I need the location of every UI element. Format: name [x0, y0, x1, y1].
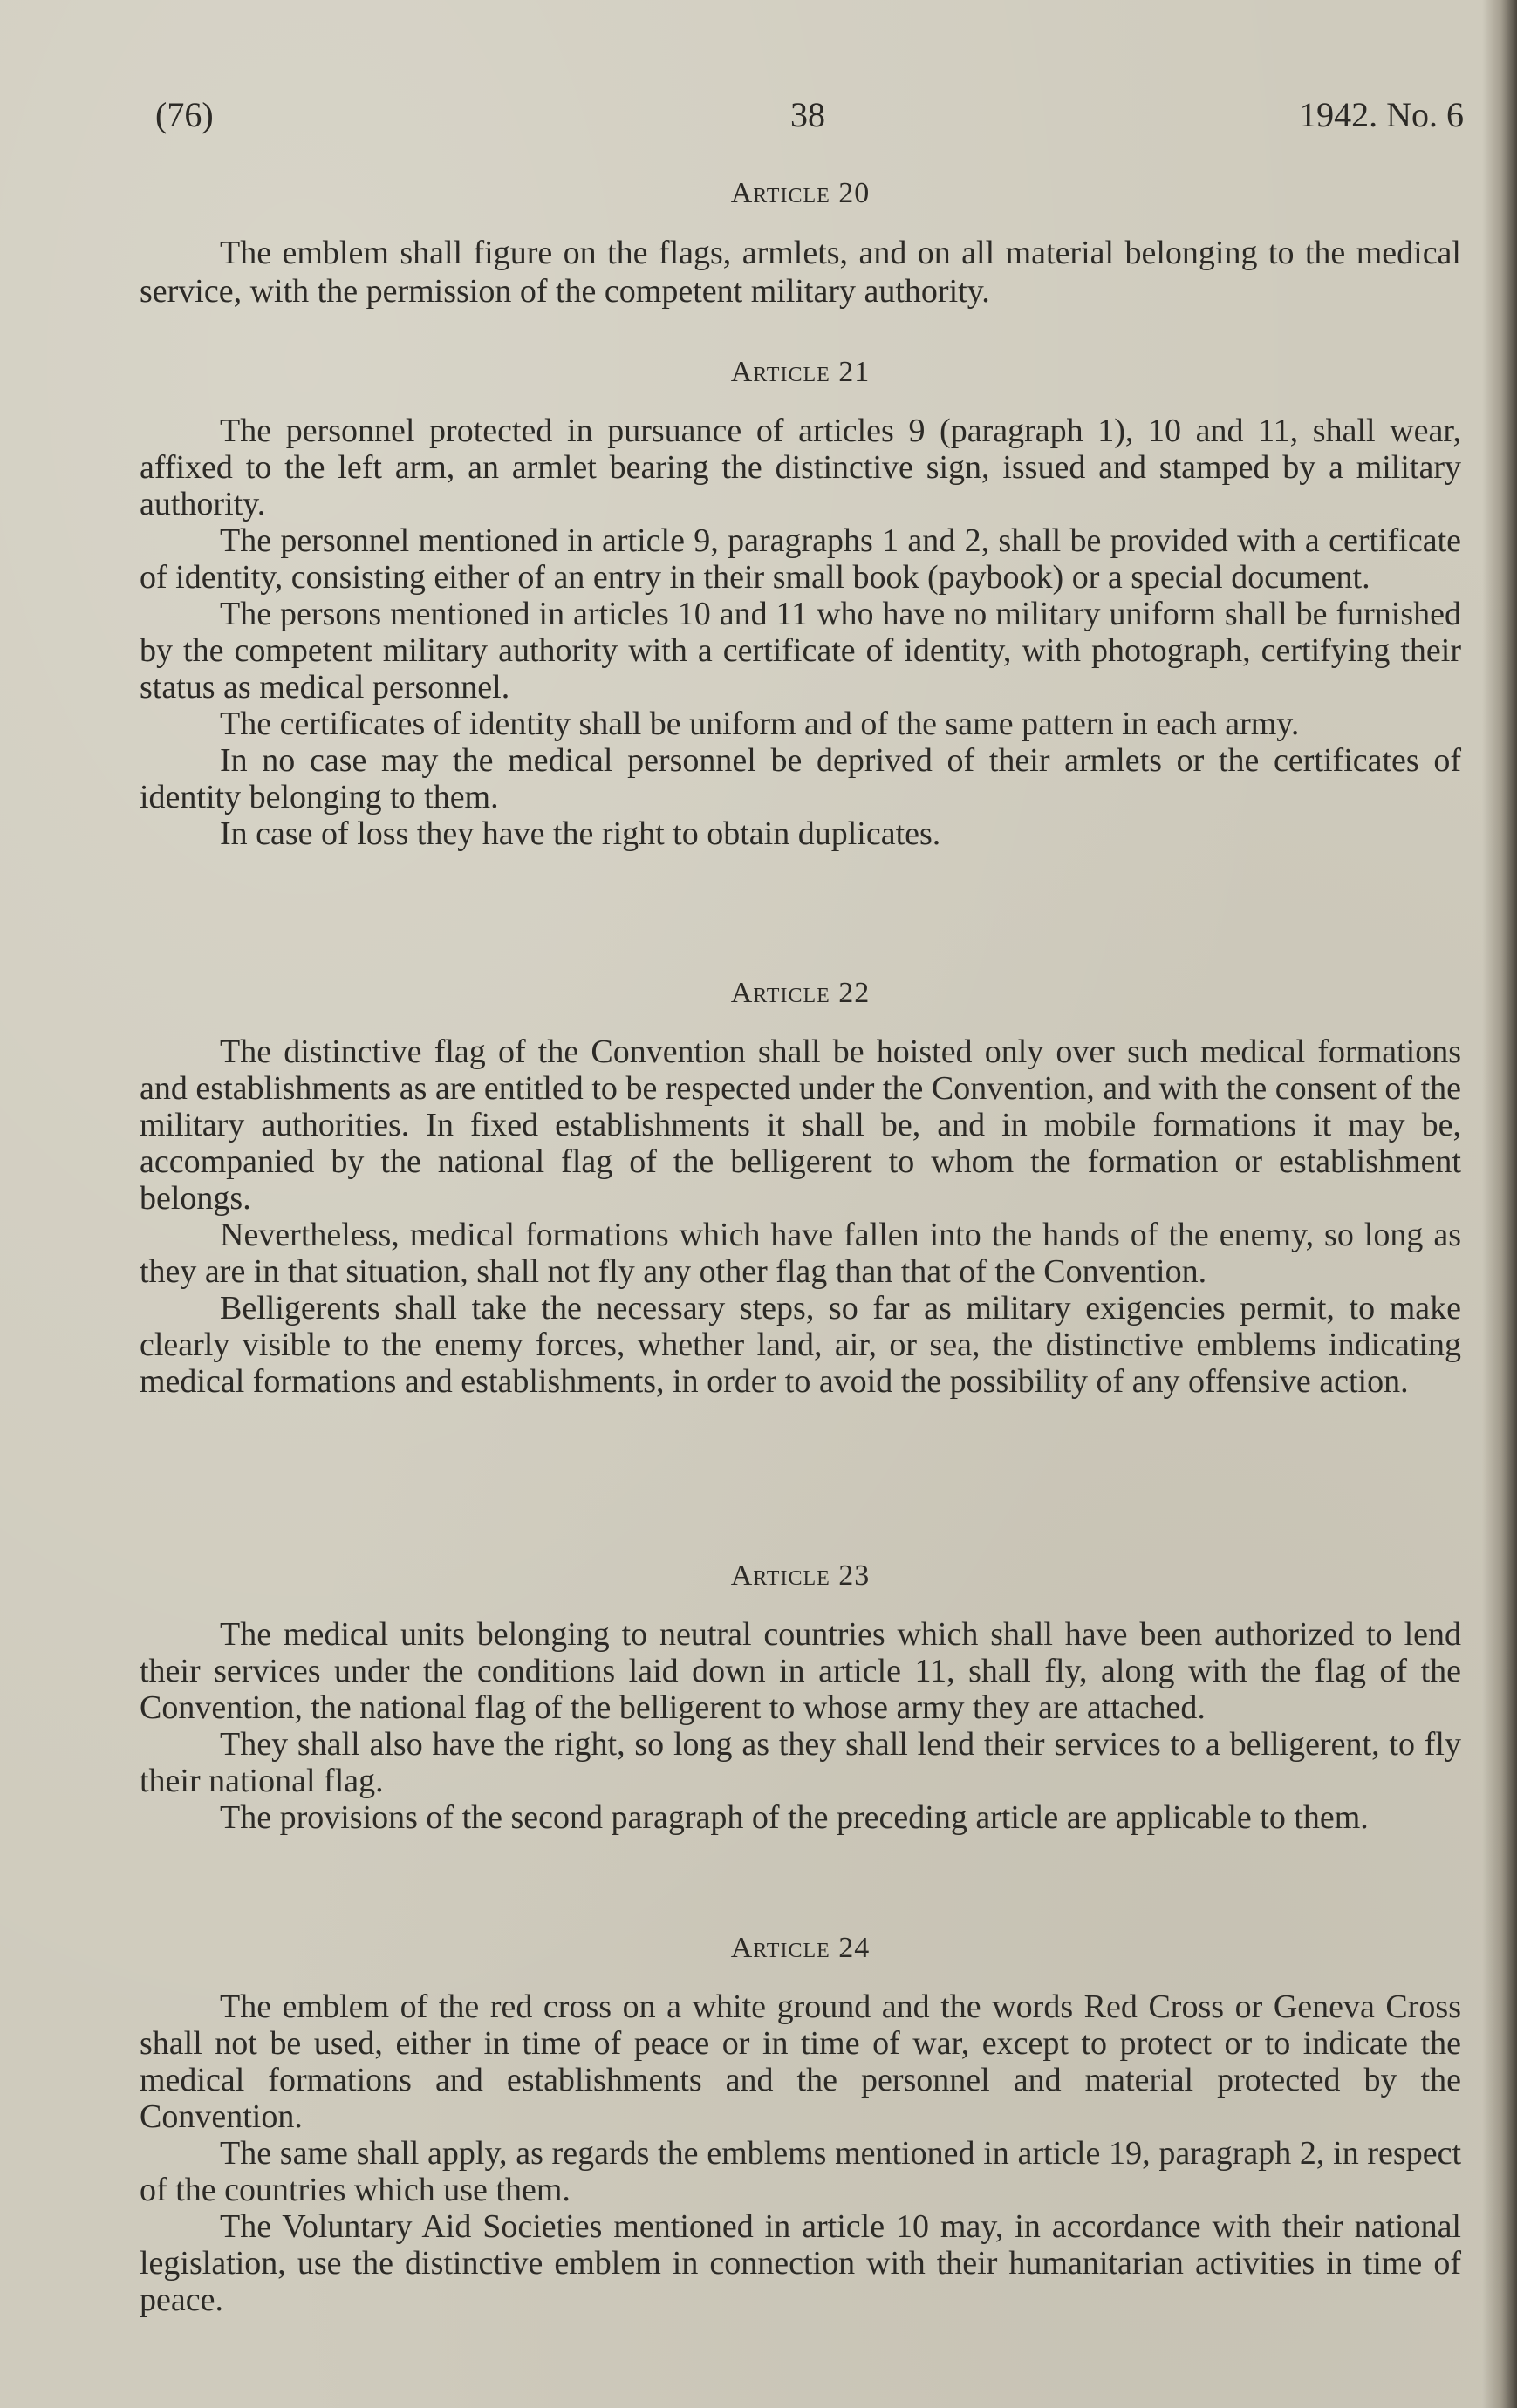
article-paragraph: The same shall apply, as regards the emblems mentioned in article 19, paragraph 2, in respect of the countries which use them.	[140, 2135, 1461, 2208]
article-20	[140, 174, 1461, 310]
article-paragraph: The medical units belonging to neutral countries which shall have been authorized to lend their services under the conditions laid down in article 11, shall fly, along with the flag of the Convention, the national flag of the belligerent to whose army they are attached.	[140, 1616, 1461, 1726]
article-paragraph: Nevertheless, medical formations which have fallen into the hands of the enemy, so long as they are in that situation, shall not fly any other flag than that of the Convention.	[140, 1217, 1461, 1290]
book-spine-shadow	[1482, 0, 1517, 2408]
running-header	[155, 94, 1464, 147]
article-heading: Article 20	[730, 177, 871, 209]
article-paragraph: The personnel mentioned in article 9, paragraphs 1 and 2, shall be provided with a certificate of identity, consisting either of an entry in their small book (paybook) or a special document.	[140, 522, 1461, 596]
article-heading: Article 22	[730, 977, 871, 1009]
article-paragraph: Belligerents shall take the necessary steps, so far as military exigencies permit, to make clearly visible to the enemy forces, whether land, air, or sea, the distinctive emblems indicating medical formations and establishments, in order to avoid the possibility of any offensive action.	[140, 1290, 1461, 1400]
article-paragraph: The Voluntary Aid Societies mentioned in article 10 may, in accordance with their national legislation, use the distinctive emblem in connection with their humanitarian activities in time of peace.	[140, 2208, 1461, 2318]
article-paragraph: The emblem shall figure on the flags, armlets, and on all material belonging to the medical service, with the permission of the competent military authority.	[140, 235, 1461, 310]
article-paragraph: The personnel protected in pursuance of articles 9 (paragraph 1), 10 and 11, shall wear, affixed to the left arm, an armlet bearing the distinctive sign, issued and stamped by a military authority.	[140, 413, 1461, 522]
article-heading: Article 24	[730, 1932, 871, 1964]
article-paragraph: The provisions of the second paragraph of the preceding article are applicable to them.	[220, 1799, 1369, 1836]
article-heading: Article 23	[730, 1559, 871, 1592]
article-21	[140, 353, 1461, 852]
article-23	[140, 1557, 1461, 1836]
article-heading: Article 21	[730, 356, 871, 388]
article-paragraph: The distinctive flag of the Convention shall be hoisted only over such medical formations and establishments as are entitled to be respected under the Convention, and with the consent of the military authorities. In fixed establishments it shall be, and in mobile formations it may be, accompanied by the national flag of the belligerent to whom the formation or establishment belongs.	[140, 1033, 1461, 1217]
article-22	[140, 974, 1461, 1400]
article-paragraph: The persons mentioned in articles 10 and 11 who have no military uniform shall be furnished by the competent military authority with a certificate of identity, with photograph, certifying their status as medical personnel.	[140, 596, 1461, 706]
header-page-ref: (76)	[155, 95, 214, 134]
page-number: 38	[790, 95, 825, 134]
article-paragraph: In no case may the medical personnel be deprived of their armlets or the certificates of identity belonging to them.	[140, 742, 1461, 815]
article-24	[140, 1929, 1461, 2318]
article-paragraph: In case of loss they have the right to obtain duplicates.	[220, 815, 941, 852]
article-paragraph: The emblem of the red cross on a white ground and the words Red Cross or Geneva Cross shall not be used, either in time of peace or in time of war, except to protect or to indicate the medical formations and establishments and the personnel and material protected by the Convention.	[140, 1988, 1461, 2135]
article-paragraph: The certificates of identity shall be uniform and of the same pattern in each army.	[220, 706, 1300, 742]
header-document-ref: 1942. No. 6	[1299, 95, 1464, 134]
article-paragraph: They shall also have the right, so long as they shall lend their services to a belligerent, to fly their national flag.	[140, 1726, 1461, 1799]
